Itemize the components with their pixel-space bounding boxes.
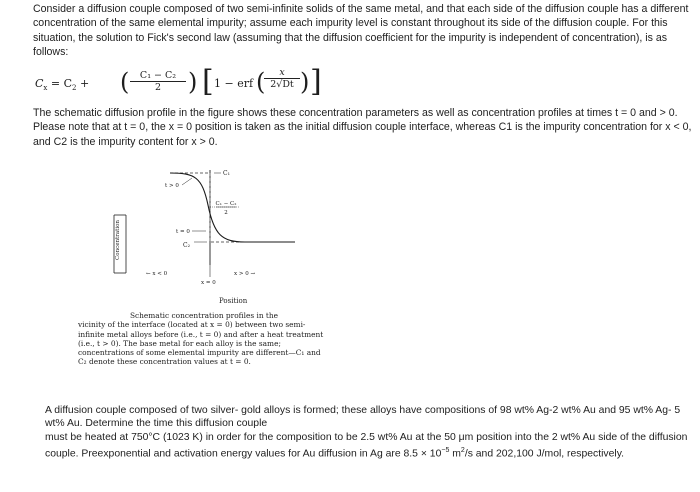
eq-inner-num: x [264,67,300,79]
problem-line1: A diffusion couple composed of two silver- gold alloys is formed; these alloys have compositions of 98 wt% Ag-2 wt% Au and 95 wt% Ag- 5 wt% Au. Determine the time this diffusion couple [45,405,681,430]
eq-cx-sub: x [43,84,48,93]
eq-cx: C [35,77,44,90]
problem-line2b: m [449,448,461,460]
label-t-gt-0: t > 0 [165,183,179,189]
eq-equals-c2: = C [50,77,73,90]
eq-inner-den: 2√Dt [270,79,294,90]
eq-bracket-close: ] [310,64,322,99]
caption-body: vicinity of the interface (located at x = 0) between two semi-infinite metal alloys before (i.e., t = 0) and after a heat treatment (i.e., t > 0). The base metal for each alloy is the same; concentrations of some elemental impurity are different—C₁ and C₂ denote these concentration values at t = 0. [78,320,324,367]
x-axis-label: Position [219,297,248,305]
eq-paren2-open: ( [256,68,266,96]
problem-exp2: 2 [460,446,465,454]
eq-plus: + [79,77,90,90]
figure-caption [78,311,330,367]
problem-exp1: −5 [441,446,450,454]
intro-paragraph: Consider a diffusion couple composed of two semi-infinite solids of the same metal, and that each side of the diffusion couple has a different concentration of the same elemental impurity; assume each impurity level is constant throughout its side of the diffusion couple. For this situation, the solution to Fick's second law (assuming that the diffusion coefficient for the impurity is independent of concentration), is as follows: [33,3,689,59]
eq-paren2-close: ) [300,68,310,96]
caption-title: Schematic concentration profiles in the [129,311,279,320]
label-mid-num: C₁ − C₂ [215,201,237,207]
label-c2: C₂ [183,242,190,249]
eq-frac-num: C₁ − C₂ [130,70,186,82]
eq-paren-close: ) [188,68,198,96]
eq-paren-open: ( [120,68,130,96]
problem-line2a: must be heated at 750°C (1023 K) in order for the composition to be 2.5 wt% Au at the 50 μm position into the 2 wt% Au side of the diffusion couple. Preexponential and activation energy values for Au diffusion in Ag are 8.5 × 10 [45,431,688,460]
eq-frac-den: 2 [154,82,162,93]
schematic-paragraph: The schematic diffusion profile in the figure shows these concentration parameters as well as concentration profiles at times t = 0 and > 0. Please note that at t = 0, the x = 0 position is taken as the initial diffusion couple interface, whereas C1 is the impurity concentration for x < 0, and C2 is the impurity content for x > 0. [33,107,692,148]
label-c1: C₁ [223,170,230,177]
problem-statement [45,404,695,461]
problem-line2c: /s and 202,100 J/mol, respectively. [464,448,625,460]
label-x-gt-0: x > 0 → [234,271,256,277]
eq-bracket-open: [ [202,64,214,99]
t-gt-0-pointer [182,178,192,185]
y-axis-label: Concentration [115,220,121,260]
label-mid-den: 2 [224,210,228,216]
label-x-eq-0: x = 0 [201,280,216,286]
eq-one-minus-erf: 1 − erf [214,77,254,90]
eq-fraction [130,70,186,93]
concentration-profile-figure [110,165,330,305]
eq-inner-fraction [264,67,300,90]
label-t-eq-0: t = 0 [176,229,190,235]
eq-c2-sub: 2 [72,84,77,93]
label-x-lt-0: ← x < 0 [146,271,168,277]
fick-equation [32,64,432,110]
